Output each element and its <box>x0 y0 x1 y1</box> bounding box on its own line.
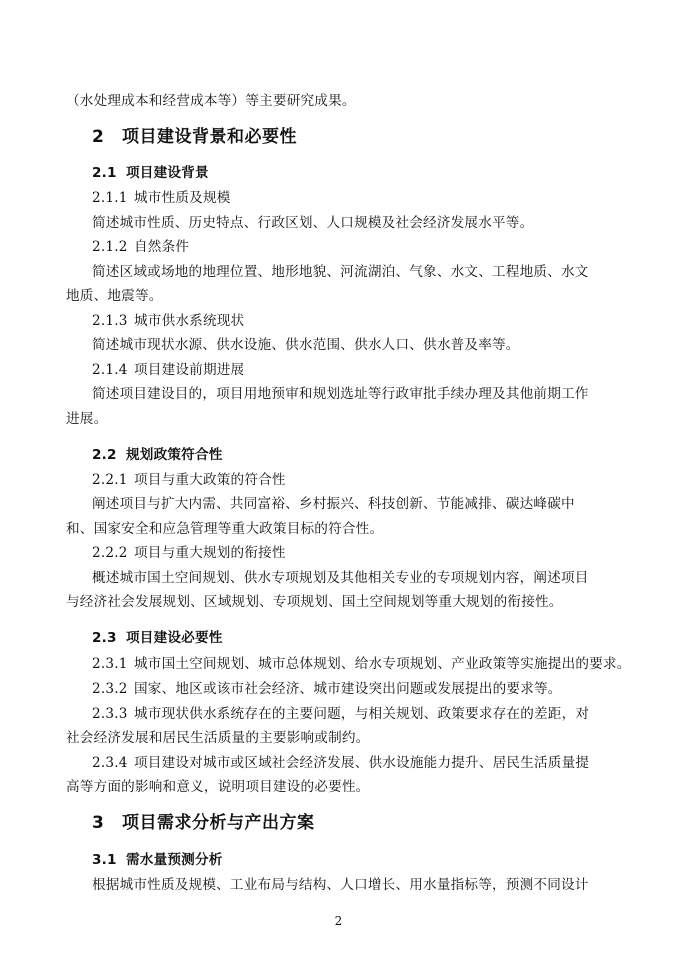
body-text-line: 社会经济发展和居民生活质量的主要影响或制约。 <box>66 730 370 746</box>
subsubsection-heading <box>92 754 589 772</box>
subsubsection-number: 2.2.1 <box>92 472 128 488</box>
body-text-line: 阐述项目与扩大内需、共同富裕、乡村振兴、科技创新、节能减排、碳达峰碳中 <box>92 496 575 512</box>
body-text-line: 地质、地震等。 <box>66 288 163 304</box>
subsubsection-number: 2.1.1 <box>92 190 128 206</box>
body-text-line: 与经济社会发展规划、区域规划、专项规划、国土空间规划等重大规划的衔接性。 <box>66 594 563 610</box>
subsection-title: 项目建设背景 <box>126 165 209 181</box>
subsubsection-number: 2.3.2 <box>92 681 128 697</box>
body-text-line: 进展。 <box>66 411 108 427</box>
body-text-line: （水处理成本和经营成本等）等主要研究成果。 <box>66 93 356 109</box>
subsubsection-title: 项目与重大规划的衔接性 <box>134 545 286 561</box>
body-text-line: 概述城市国土空间规划、供水专项规划及其他相关专业的专项规划内容，阐述项目 <box>92 570 589 586</box>
subsubsection-title: 项目建设前期进展 <box>134 362 245 378</box>
subsection-number: 2.1 <box>92 165 117 181</box>
subsubsection-heading <box>92 680 562 698</box>
subsection-number: 3.1 <box>92 852 117 868</box>
subsubsection-heading <box>92 705 589 723</box>
page-number: 2 <box>334 914 343 928</box>
body-text-line: 和、国家安全和应急管理等重大政策目标的符合性。 <box>66 521 384 537</box>
subsubsection-heading <box>92 189 231 207</box>
subsubsection-number: 2.1.4 <box>92 362 128 378</box>
body-text-line: 简述城市现状水源、供水设施、供水范围、供水人口、供水普及率等。 <box>92 337 520 353</box>
body-text-line: 简述区域或场地的地理位置、地形地貌、河流湖泊、气象、水文、工程地质、水文 <box>92 264 589 280</box>
subsubsection-heading <box>92 544 286 562</box>
subsection-heading <box>92 851 223 869</box>
body-text-line: 简述项目建设目的，项目用地预审和规划选址等行政审批手续办理及其他前期工作 <box>92 386 589 402</box>
subsection-heading <box>92 164 209 182</box>
subsection-number: 2.3 <box>92 630 117 646</box>
subsubsection-number: 2.2.2 <box>92 545 128 561</box>
section-heading <box>92 814 315 832</box>
subsubsection-title: 项目建设对城市或区域社会经济发展、供水设施能力提升、居民生活质量提 <box>134 755 590 771</box>
body-text-line: 简述城市性质、历史特点、行政区划、人口规模及社会经济发展水平等。 <box>92 215 534 231</box>
subsubsection-title: 国家、地区或该市社会经济、城市建设突出问题或发展提出的要求等。 <box>134 681 562 697</box>
subsubsection-title: 城市供水系统现状 <box>134 313 245 329</box>
subsubsection-number: 2.1.2 <box>92 239 128 255</box>
subsection-title: 需水量预测分析 <box>126 852 223 868</box>
section-number: 2 <box>92 127 105 147</box>
section-number: 3 <box>92 813 105 833</box>
subsubsection-title: 城市现状供水系统存在的主要问题，与相关规划、政策要求存在的差距，对 <box>134 706 590 722</box>
subsubsection-number: 2.1.3 <box>92 313 128 329</box>
section-title: 项目建设背景和必要性 <box>122 127 297 147</box>
subsubsection-number: 2.3.1 <box>92 656 128 672</box>
subsection-heading <box>92 629 223 647</box>
subsubsection-heading <box>92 655 631 673</box>
subsubsection-heading <box>92 312 244 330</box>
subsubsection-title: 城市性质及规模 <box>134 190 231 206</box>
subsubsection-heading <box>92 238 189 256</box>
subsubsection-heading <box>92 361 244 379</box>
subsection-title: 规划政策符合性 <box>126 447 223 463</box>
section-heading <box>92 128 297 146</box>
subsubsection-title: 自然条件 <box>134 239 190 255</box>
subsubsection-title: 项目与重大政策的符合性 <box>134 472 286 488</box>
section-title: 项目需求分析与产出方案 <box>122 813 315 833</box>
subsection-number: 2.2 <box>92 447 117 463</box>
subsubsection-heading <box>92 471 286 489</box>
body-text-line: 根据城市性质及规模、工业布局与结构、人口增长、用水量指标等，预测不同设计 <box>92 877 589 893</box>
subsubsection-title: 城市国土空间规划、城市总体规划、给水专项规划、产业政策等实施提出的要求。 <box>134 656 631 672</box>
subsubsection-number: 2.3.4 <box>92 755 128 771</box>
subsection-heading <box>92 446 223 464</box>
body-text-line: 高等方面的影响和意义，说明项目建设的必要性。 <box>66 779 370 795</box>
subsubsection-number: 2.3.3 <box>92 706 128 722</box>
subsection-title: 项目建设必要性 <box>126 630 223 646</box>
